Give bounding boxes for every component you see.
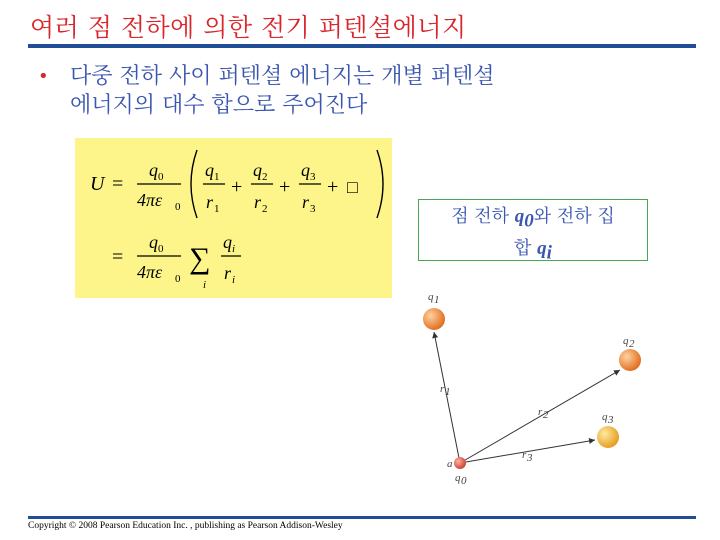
label-q2: q — [623, 335, 629, 347]
formula-q3-sub: 3 — [310, 171, 316, 183]
formula-plus-3: + — [327, 176, 339, 198]
charge-q2 — [619, 349, 641, 371]
charge-q1 — [423, 308, 445, 330]
title-underline — [28, 44, 696, 48]
formula-equals-2: = — [112, 246, 124, 268]
formula-box — [75, 138, 392, 298]
formula-sigma-sub: i — [203, 279, 207, 291]
bullet-line-2: 에너지의 대수 합으로 주어진다 — [70, 93, 368, 118]
label-q2-sub: 2 — [629, 338, 635, 350]
charge-q0 — [454, 457, 466, 469]
label-r3: r — [522, 449, 527, 461]
formula-q2: q — [253, 160, 262, 180]
formula-eps-sub-2: 0 — [175, 273, 181, 285]
formula-q1: q — [205, 160, 214, 180]
label-a: a — [447, 458, 453, 470]
label-r2-sub: 2 — [543, 409, 549, 421]
callout-line-1 — [419, 203, 647, 235]
formula-r2-sub: 2 — [262, 203, 268, 215]
formula-ri: r — [224, 263, 232, 283]
label-q3-sub: 3 — [608, 414, 614, 426]
callout-text-b: 와 전하 집 — [533, 206, 615, 227]
potential-energy-formula — [75, 138, 392, 298]
label-q1-sub: 1 — [434, 294, 440, 306]
formula-qi: q — [223, 232, 232, 252]
formula-q0-sub-2: 0 — [158, 243, 164, 255]
label-r2: r — [538, 406, 543, 418]
slide-title: 여러 점 전하에 의한 전기 퍼텐셜에너지 — [30, 13, 467, 42]
formula-q0-num-2: q — [149, 232, 158, 252]
callout-text-a: 점 전하 — [451, 206, 515, 227]
formula-q0-num: q — [149, 160, 158, 180]
callout-box — [418, 199, 648, 264]
formula-4pi-eps: 4πε — [137, 190, 163, 210]
formula-plus-1: + — [231, 176, 243, 198]
callout-qi-sub: i — [546, 242, 552, 264]
formula-equals-1: = — [112, 173, 124, 195]
formula-4pi-eps-2: 4πε — [137, 262, 163, 282]
formula-r1-sub: 1 — [214, 203, 220, 215]
label-q0-sub: 0 — [461, 475, 467, 487]
formula-qi-sub: i — [232, 243, 236, 255]
formula-r3-sub: 3 — [310, 203, 316, 215]
callout-qi-symbol: q — [537, 237, 547, 259]
charge-q3 — [597, 426, 619, 448]
formula-plus-2: + — [279, 176, 291, 198]
bullet-point — [38, 62, 678, 120]
callout-q0-symbol: q — [514, 206, 525, 227]
callout-q0-sub: 0 — [524, 210, 534, 232]
footer-rule — [28, 516, 696, 519]
bullet-text — [70, 62, 678, 120]
formula-r1: r — [206, 192, 214, 212]
label-q0: q — [455, 472, 461, 484]
formula-U: U — [90, 173, 105, 195]
formula-r3: r — [302, 192, 310, 212]
copyright-text: Copyright © 2008 Pearson Education Inc. , publishing as Pearson Addison-Wesley — [28, 521, 343, 531]
label-r1: r — [440, 383, 445, 395]
formula-eps-sub: 0 — [175, 201, 181, 213]
formula-q3: q — [301, 160, 310, 180]
callout-text-c: 합 — [514, 237, 538, 259]
formula-r2: r — [254, 192, 262, 212]
bullet-dot-icon: • — [38, 66, 49, 87]
formula-q2-sub: 2 — [262, 171, 268, 183]
label-q3: q — [602, 411, 608, 423]
label-q1: q — [428, 291, 434, 303]
callout-line-2 — [419, 235, 647, 267]
formula-q0-sub: 0 — [158, 171, 164, 183]
formula-ellipsis-box: □ — [347, 177, 358, 197]
label-r3-sub: 3 — [527, 452, 533, 464]
formula-left-paren — [191, 150, 197, 218]
formula-right-paren — [377, 150, 383, 218]
formula-sigma: ∑ — [189, 242, 211, 275]
bullet-line-1: 다중 전하 사이 퍼텐셜 에너지는 개별 퍼텐셜 — [70, 64, 495, 89]
charges-diagram — [410, 280, 650, 495]
label-r1-sub: 1 — [445, 386, 451, 398]
formula-q1-sub: 1 — [214, 171, 220, 183]
formula-ri-sub: i — [232, 274, 236, 286]
